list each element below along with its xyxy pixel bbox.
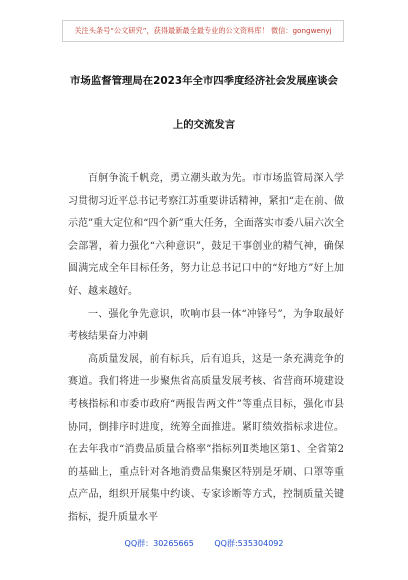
document-title-line-2: 上的交流发言 xyxy=(172,119,236,131)
section-heading-1: 一、强化争先意识，吹响市县一体“冲锋号”，为争取最好考核结果奋力冲刺 xyxy=(68,308,344,343)
document-body xyxy=(68,168,344,530)
promo-banner xyxy=(62,20,344,42)
paragraph-section-1: 高质量发展，前有标兵，后有追兵，这是一条充满竞争的赛道。我们将进一步聚焦省高质量发展考核、省营商环境建设考核指标和市委市政府“两报告两文件”等重点目标，强化市县协同，倒排序时进度，统筹全面推进。紧盯绩效指标求进位。在去年我市“消费品质量合格率”指标列Ⅱ类地区第1、全省第2的基础上，重点针对各地消费品集聚区特别是牙刷、口罩等重点产品，组织开展集中约谈、专家诊断等方式，控制质量关键指标，提升质量水平 xyxy=(68,353,344,523)
footer-qq-group-1: QQ群：30265665 xyxy=(124,539,194,548)
footer-contact xyxy=(0,538,408,549)
document-title-line-1: 市场监督管理局在2023年全市四季度经济社会发展座谈会 xyxy=(70,75,338,87)
paragraph-intro: 百舸争流千帆竞，勇立潮头敢为先。市市场监管局深入学习贯彻习近平总书记考察江苏重要讲话精神，紧扣“走在前、做示范”重大定位和“四个新”重大任务，全面落实市委八届六次全会部署，着力强化“六种意识”，鼓足干事创业的精气神，确保圆满完成全年目标任务，努力让总书记口中的“好地方”好上加好、越来越好。 xyxy=(68,173,344,297)
promo-banner-text: 关注头条号“公文研究”，获得最新最全最专业的公文资料库！ 微信：gongwenyj xyxy=(74,26,332,35)
footer-qq-group-2: QQ群:535304092 xyxy=(214,539,284,548)
